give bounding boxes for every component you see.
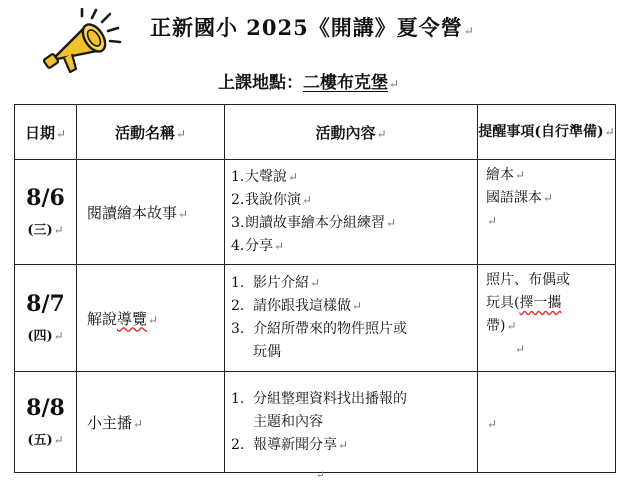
list-item: 2. 報導新聞分享↵ [231, 436, 349, 453]
table-header-row [15, 105, 616, 160]
activity-content-cell [225, 265, 478, 372]
remind-cell [478, 160, 616, 265]
date-cell [15, 160, 77, 265]
list-item: 3.朗讀故事繪本分組練習↵ [231, 215, 397, 231]
content-list [231, 166, 477, 258]
weekday-value: (五)↵ [27, 432, 64, 448]
header-remind: 提醒事項(自行準備)↵ [478, 105, 616, 160]
remind-line: 繪本↵ [486, 167, 526, 183]
remind-line: ↵ [515, 342, 526, 356]
list-item: 4.分享↵ [231, 238, 285, 254]
activity-name-cell: 小主播↵ [77, 372, 225, 473]
title-text: 正新國小 2025《開講》夏令營 [150, 15, 463, 40]
activity-content-cell [225, 160, 478, 265]
list-item: 1.大聲說↵ [231, 169, 299, 185]
date-value: 8/8 [26, 394, 65, 421]
location-value: 二樓布克堡 [303, 73, 388, 93]
list-item: 3. 介紹所帶來的物件照片或 玩偶 [231, 321, 407, 360]
remind-line: 帶)↵ [486, 318, 517, 334]
activity-name-cell: 閱讀繪本故事↵ [77, 160, 225, 265]
remind-line: 玩具(擇一攜 [486, 295, 562, 311]
location-line [218, 68, 399, 93]
remind-cell [478, 372, 616, 473]
location-label: 上課地點： [218, 73, 303, 93]
list-item: 1. 分組整理資料找出播報的 主題和內容 [231, 390, 407, 430]
date-cell [15, 372, 77, 473]
megaphone-icon [42, 8, 128, 80]
weekday-value: (三)↵ [27, 222, 64, 238]
date-value: 8/6 [26, 184, 65, 211]
activity-content-cell [225, 372, 478, 473]
header-name: 活動名稱↵ [77, 105, 225, 160]
content-list [231, 388, 477, 457]
table-row [15, 160, 616, 265]
weekday-value: (四)↵ [27, 328, 64, 344]
activity-name: 解說導覽 [87, 309, 148, 328]
remind-cell [478, 265, 616, 372]
remind-line: ↵ [487, 214, 498, 228]
remind-line: 國語課本↵ [486, 190, 554, 206]
table-row [15, 372, 616, 473]
activity-name: 小主播 [87, 413, 133, 432]
paragraph-mark: ↵ [316, 470, 325, 480]
activity-name-cell: 解說導覽↵ [77, 265, 225, 372]
remind-line: 照片、布偶或 [486, 272, 570, 288]
content-list [231, 272, 477, 364]
date-cell [15, 265, 77, 372]
list-item: 2.我說你演↵ [231, 192, 313, 208]
date-value: 8/7 [26, 290, 65, 317]
page-title [150, 12, 475, 42]
schedule-table [14, 104, 616, 473]
paragraph-mark: ↵ [389, 77, 400, 91]
header-date: 日期↵ [15, 105, 77, 160]
header-content: 活動內容↵ [225, 105, 478, 160]
paragraph-mark: ↵ [463, 24, 475, 38]
table-row [15, 265, 616, 372]
list-item: 1. 影片介紹↵ [231, 275, 321, 291]
list-item: 2. 請你跟我這樣做↵ [231, 298, 363, 314]
activity-name: 閱讀繪本故事 [87, 203, 178, 222]
paragraph-mark: ↵ [487, 416, 498, 431]
